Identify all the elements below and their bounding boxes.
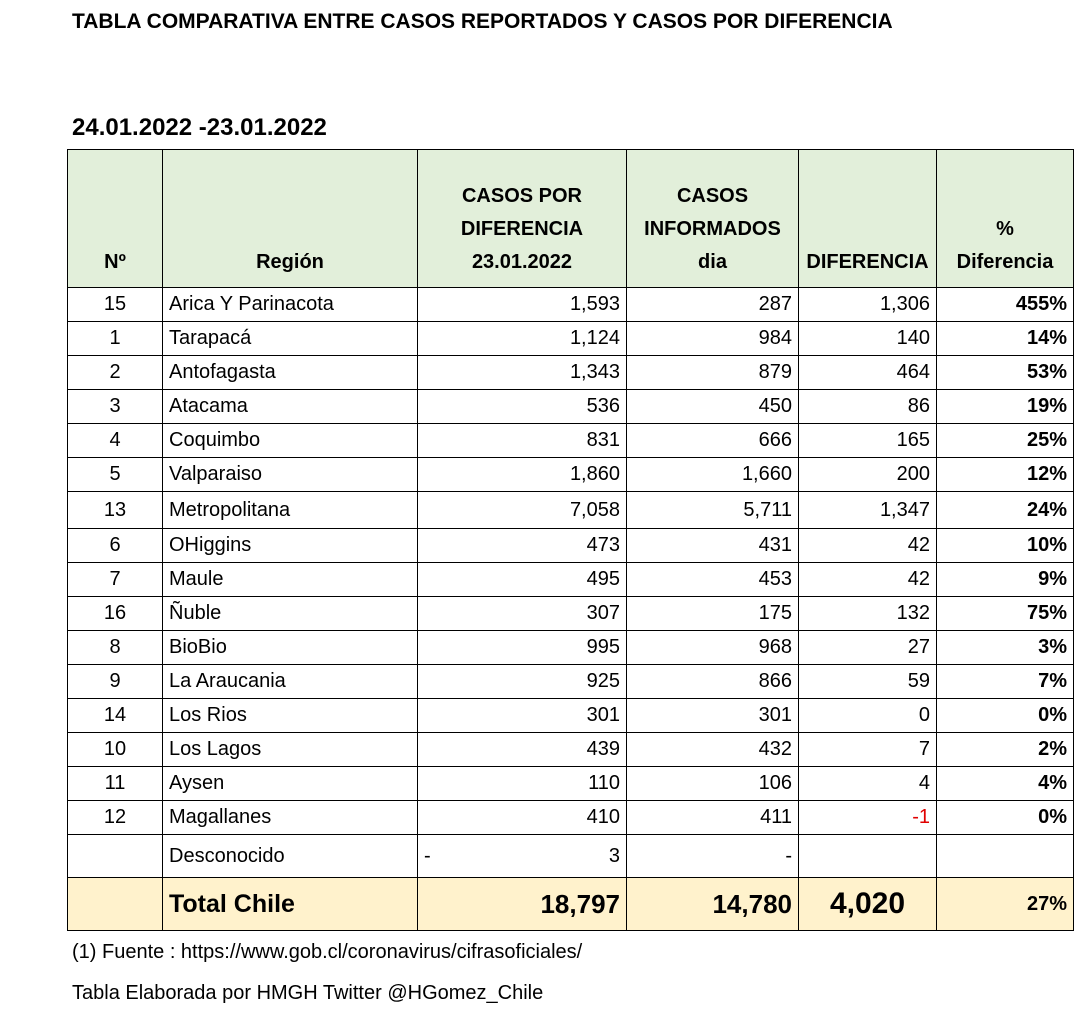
- cell-num: 2: [68, 356, 163, 390]
- date-range: 24.01.2022 -23.01.2022: [72, 114, 327, 141]
- cell-pct: 7%: [937, 665, 1074, 699]
- cell-num: 16: [68, 597, 163, 631]
- cell-casos-informados: 287: [627, 288, 799, 322]
- cell-diferencia: 1,347: [799, 492, 937, 529]
- cell-region: Antofagasta: [163, 356, 418, 390]
- cell-casos-informados: 106: [627, 767, 799, 801]
- cell-num: 12: [68, 801, 163, 835]
- cell-diferencia: 27: [799, 631, 937, 665]
- table-row: [68, 492, 1074, 529]
- cell-region: Ñuble: [163, 597, 418, 631]
- cell-pct: 9%: [937, 563, 1074, 597]
- cell-diferencia: 140: [799, 322, 937, 356]
- cell-pct: [937, 835, 1074, 878]
- header-casos-informados: CASOS INFORMADOS dia: [627, 150, 799, 288]
- cell-region: Arica Y Parinacota: [163, 288, 418, 322]
- header-casos-diferencia: CASOS POR DIFERENCIA 23.01.2022: [418, 150, 627, 288]
- cell-casos-diferencia: 7,058: [418, 492, 627, 529]
- cell-num: 14: [68, 699, 163, 733]
- cell-casos-diferencia: 831: [418, 424, 627, 458]
- cell-casos-informados: 175: [627, 597, 799, 631]
- cell-pct: 19%: [937, 390, 1074, 424]
- cell-pct: 3%: [937, 631, 1074, 665]
- table-row: [68, 597, 1074, 631]
- table-row: [68, 631, 1074, 665]
- total-casos-diferencia: 18,797: [418, 878, 627, 931]
- cell-num: 13: [68, 492, 163, 529]
- cell-casos-informados: 411: [627, 801, 799, 835]
- cell-num: 5: [68, 458, 163, 492]
- total-label: Total Chile: [163, 878, 418, 931]
- cell-region: BioBio: [163, 631, 418, 665]
- cell-num: [68, 835, 163, 878]
- page-title: TABLA COMPARATIVA ENTRE CASOS REPORTADOS Y CASOS POR DIFERENCIA: [72, 10, 893, 33]
- cell-region: Aysen: [163, 767, 418, 801]
- cell-casos-informados: 879: [627, 356, 799, 390]
- table-row: [68, 356, 1074, 390]
- cell-casos-diferencia: 439: [418, 733, 627, 767]
- cell-casos-diferencia: 473: [418, 529, 627, 563]
- table-row: [68, 801, 1074, 835]
- cell-casos-informados: 984: [627, 322, 799, 356]
- cell-diferencia: 7: [799, 733, 937, 767]
- cell-diferencia: 59: [799, 665, 937, 699]
- table-row-total: [68, 878, 1074, 931]
- table-row-unknown: [68, 835, 1074, 878]
- cell-num: [68, 878, 163, 931]
- table-row: [68, 390, 1074, 424]
- cell-region: Maule: [163, 563, 418, 597]
- table-row: [68, 767, 1074, 801]
- table-row: [68, 458, 1074, 492]
- footer-credit: Tabla Elaborada por HMGH Twitter @HGomez_Chile: [72, 982, 544, 1004]
- cell-pct: 4%: [937, 767, 1074, 801]
- cell-pct: 25%: [937, 424, 1074, 458]
- cell-num: 7: [68, 563, 163, 597]
- total-casos-informados: 14,780: [627, 878, 799, 931]
- cell-casos-diferencia: 110: [418, 767, 627, 801]
- cell-diferencia: -1: [799, 801, 937, 835]
- cell-num: 8: [68, 631, 163, 665]
- cell-region: OHiggins: [163, 529, 418, 563]
- cell-casos-diferencia: 307: [418, 597, 627, 631]
- table-row: [68, 529, 1074, 563]
- cell-casos-informados: 1,660: [627, 458, 799, 492]
- cell-casos-diferencia: 1,343: [418, 356, 627, 390]
- cell-casos-informados: 301: [627, 699, 799, 733]
- header-pct-diferencia: % Diferencia: [937, 150, 1074, 288]
- cell-region: La Araucania: [163, 665, 418, 699]
- cell-region: Desconocido: [163, 835, 418, 878]
- cell-diferencia: 0: [799, 699, 937, 733]
- cell-casos-informados: 450: [627, 390, 799, 424]
- cell-num: 3: [68, 390, 163, 424]
- cell-region: Coquimbo: [163, 424, 418, 458]
- cell-casos-diferencia: 301: [418, 699, 627, 733]
- cell-casos-informados: 432: [627, 733, 799, 767]
- cell-diferencia: 42: [799, 563, 937, 597]
- cell-region: Los Lagos: [163, 733, 418, 767]
- cell-casos-informados: -: [627, 835, 799, 878]
- cell-casos-diferencia: 495: [418, 563, 627, 597]
- cell-pct: 75%: [937, 597, 1074, 631]
- cell-region: Valparaiso: [163, 458, 418, 492]
- cell-pct: 10%: [937, 529, 1074, 563]
- cell-num: 1: [68, 322, 163, 356]
- cell-casos-diferencia: 536: [418, 390, 627, 424]
- cell-region: Atacama: [163, 390, 418, 424]
- total-pct: 27%: [937, 878, 1074, 931]
- table-row: [68, 733, 1074, 767]
- table-row: [68, 288, 1074, 322]
- cell-casos-diferencia: 1,124: [418, 322, 627, 356]
- cell-num: 4: [68, 424, 163, 458]
- cell-region: Los Rios: [163, 699, 418, 733]
- cell-diferencia: 132: [799, 597, 937, 631]
- cell-pct: 455%: [937, 288, 1074, 322]
- cell-diferencia: 200: [799, 458, 937, 492]
- cell-num: 15: [68, 288, 163, 322]
- table-row: [68, 563, 1074, 597]
- cell-pct: 53%: [937, 356, 1074, 390]
- total-diferencia: 4,020: [799, 878, 937, 931]
- cell-num: 10: [68, 733, 163, 767]
- cell-casos-diferencia: 1,593: [418, 288, 627, 322]
- cell-casos-informados: 453: [627, 563, 799, 597]
- header-num: Nº: [68, 150, 163, 288]
- table-row: [68, 665, 1074, 699]
- cell-casos-diferencia: - 3: [418, 835, 627, 878]
- cell-num: 9: [68, 665, 163, 699]
- cell-casos-diferencia: 1,860: [418, 458, 627, 492]
- cell-diferencia: 464: [799, 356, 937, 390]
- cell-casos-diferencia: 925: [418, 665, 627, 699]
- cell-casos-informados: 5,711: [627, 492, 799, 529]
- cell-pct: 2%: [937, 733, 1074, 767]
- cell-diferencia: [799, 835, 937, 878]
- cell-diferencia: 86: [799, 390, 937, 424]
- cell-diferencia: 42: [799, 529, 937, 563]
- cell-casos-informados: 866: [627, 665, 799, 699]
- comparison-table: [67, 149, 1074, 931]
- cell-casos-informados: 968: [627, 631, 799, 665]
- cell-diferencia: 4: [799, 767, 937, 801]
- cell-region: Magallanes: [163, 801, 418, 835]
- cell-diferencia: 1,306: [799, 288, 937, 322]
- cell-casos-informados: 431: [627, 529, 799, 563]
- header-region: Región: [163, 150, 418, 288]
- cell-num: 11: [68, 767, 163, 801]
- cell-num: 6: [68, 529, 163, 563]
- footer-source: (1) Fuente : https://www.gob.cl/coronavirus/cifrasoficiales/: [72, 941, 583, 963]
- cell-pct: 0%: [937, 801, 1074, 835]
- cell-casos-diferencia: 995: [418, 631, 627, 665]
- cell-pct: 14%: [937, 322, 1074, 356]
- table-header-row: [68, 150, 1074, 288]
- cell-region: Tarapacá: [163, 322, 418, 356]
- table-row: [68, 424, 1074, 458]
- cell-pct: 24%: [937, 492, 1074, 529]
- cell-pct: 12%: [937, 458, 1074, 492]
- cell-region: Metropolitana: [163, 492, 418, 529]
- cell-casos-diferencia: 410: [418, 801, 627, 835]
- header-diferencia: DIFERENCIA: [799, 150, 937, 288]
- table-row: [68, 322, 1074, 356]
- cell-diferencia: 165: [799, 424, 937, 458]
- cell-pct: 0%: [937, 699, 1074, 733]
- table-row: [68, 699, 1074, 733]
- cell-casos-informados: 666: [627, 424, 799, 458]
